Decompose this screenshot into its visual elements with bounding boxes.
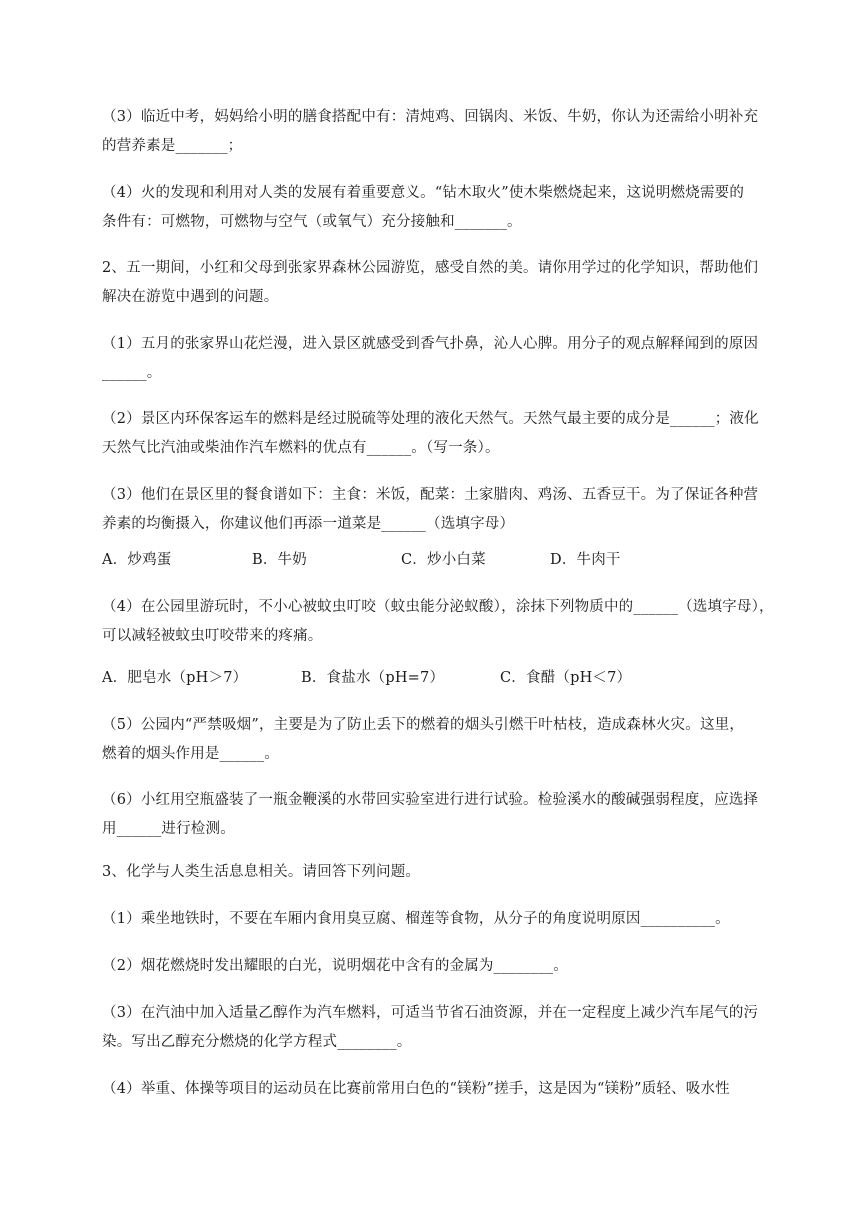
option-b: B．牛奶 xyxy=(252,552,307,568)
q2-part2-line1: （2）景区内环保客运车的燃料是经过脱硫等处理的液化天然气。天然气最主要的成分是______；液化 xyxy=(102,411,759,427)
option-a: A．肥皂水（pH＞7） xyxy=(102,670,248,686)
q2-part4-line2: 可以减轻被蚊虫叮咬带来的疼痛。 xyxy=(102,628,323,644)
q2-part1-line2: ______。 xyxy=(102,365,162,381)
q1-part4-line1: （4）火的发现和利用对人类的发展有着重要意义。“钻木取火”使木柴燃烧起来，这说明燃烧需要的 xyxy=(102,185,745,201)
q2-part5-line2: 燃着的烟头作用是______。 xyxy=(102,746,279,762)
q2-part6-line1: （6）小红用空瓶盛装了一瓶金鞭溪的水带回实验室进行进行试验。检验溪水的酸碱强弱程度，应选择 xyxy=(102,792,759,808)
option-c: C．食醋（pH＜7） xyxy=(500,670,632,686)
q2-part5-line1: （5）公园内“严禁吸烟”，主要是为了防止丢下的燃着的烟头引燃干叶枯枝，造成森林火灾。这里， xyxy=(102,717,745,733)
q3-part3-line2: 染。写出乙醇充分燃烧的化学方程式________。 xyxy=(102,1034,412,1050)
q3-part2: （2）烟花燃烧时发出耀眼的白光，说明烟花中含有的金属为________。 xyxy=(102,958,568,974)
option-a: A．炒鸡蛋 xyxy=(102,552,172,568)
q2-part3-line1: （3）他们在景区里的餐食谱如下：主食：米饭，配菜：土家腊肉、鸡汤、五香豆干。为了保证各种营 xyxy=(102,487,759,503)
q1-part3-line2: 的营养素是_______； xyxy=(102,138,243,154)
option-d: D．牛肉干 xyxy=(550,552,621,568)
option-c: C．炒小白菜 xyxy=(401,552,486,568)
option-b: B．食盐水（pH=7） xyxy=(301,670,445,686)
q2-part1-line1: （1）五月的张家界山花烂漫，进入景区就感受到香气扑鼻，沁人心脾。用分子的观点解释闻到的原因 xyxy=(102,336,759,352)
q1-part4-line2: 条件有：可燃物，可燃物与空气（或氧气）充分接触和_______。 xyxy=(102,214,522,230)
q2-part2-line2: 天然气比汽油或柴油作汽车燃料的优点有______。（写一条）。 xyxy=(102,440,500,456)
q3-stem: 3、化学与人类生活息息相关。请回答下列问题。 xyxy=(102,864,421,880)
q2-stem-line2: 解决在游览中遇到的问题。 xyxy=(102,289,279,305)
q2-stem-line1: 2、五一期间，小红和父母到张家界森林公园游览，感受自然的美。请你用学过的化学知识，帮助他们 xyxy=(102,260,759,276)
q2-part4-line1: （4）在公园里游玩时，不小心被蚊虫叮咬（蚊虫能分泌蚁酸），涂抹下列物质中的______（选填字母）， xyxy=(102,599,774,615)
q3-part3-line1: （3）在汽油中加入适量乙醇作为汽车燃料，可适当节省石油资源，并在一定程度上减少汽车尾气的污 xyxy=(102,1005,759,1021)
q2-part6-line2: 用______进行检测。 xyxy=(102,821,235,837)
q1-part3-line1: （3）临近中考，妈妈给小明的膳食搭配中有：清炖鸡、回锅肉、米饭、牛奶，你认为还需给小明补充 xyxy=(102,109,759,125)
q3-part4-line1: （4）举重、体操等项目的运动员在比赛前常用白色的“镁粉”搓手，这是因为“镁粉”质轻、吸水性 xyxy=(102,1081,730,1097)
q3-part1: （1）乘坐地铁时，不要在车厢内食用臭豆腐、榴莲等食物，从分子的角度说明原因__________。 xyxy=(102,911,730,927)
q2-part3-line2: 养素的均衡摄入，你建议他们再添一道菜是______（选填字母） xyxy=(102,516,515,532)
